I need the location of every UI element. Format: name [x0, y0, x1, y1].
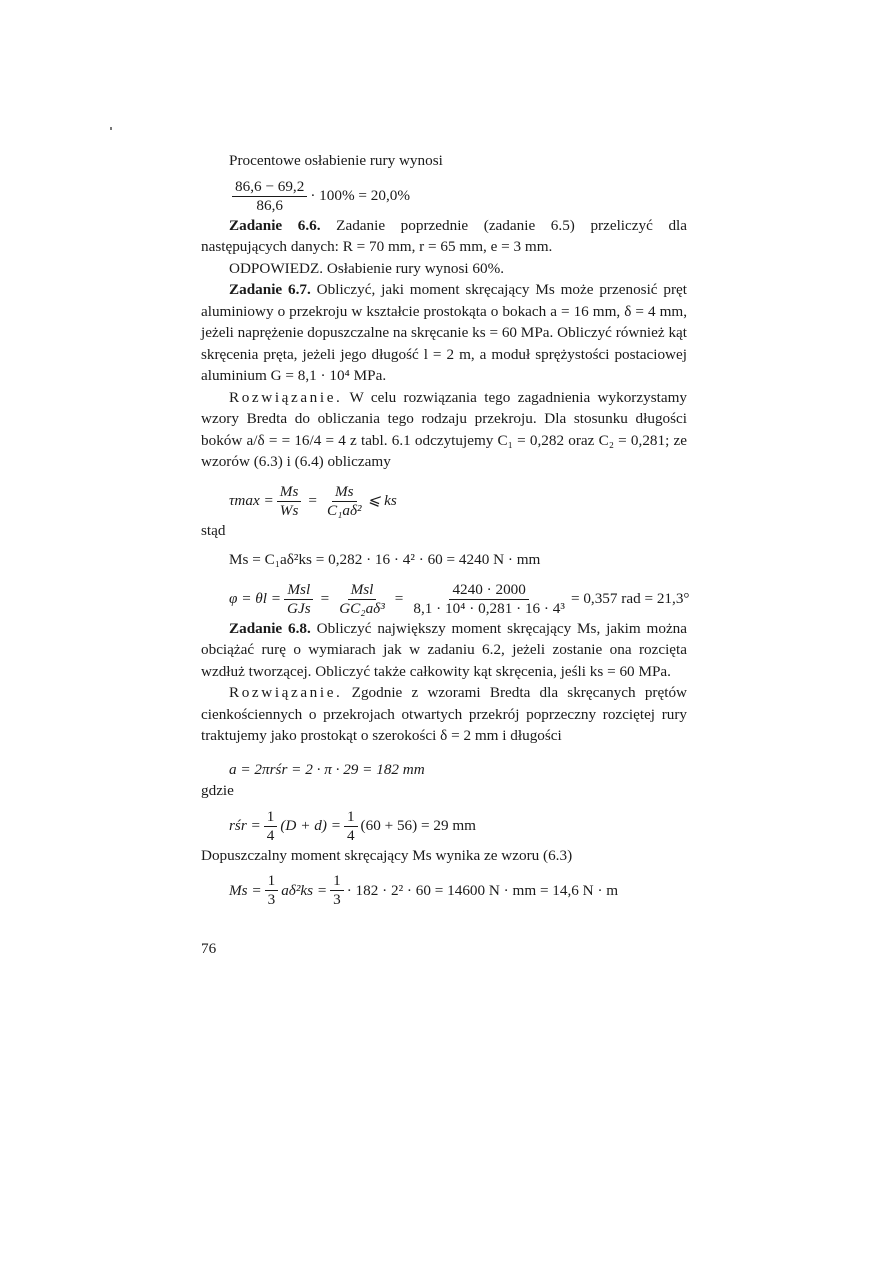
- numerator: 1: [265, 872, 279, 891]
- equation-radius: [229, 808, 687, 845]
- numerator: 1: [330, 872, 344, 891]
- task-6-8: [201, 618, 687, 683]
- numerator: Msl: [284, 581, 313, 600]
- equation-rest: ⩽ ks: [367, 492, 397, 510]
- equation-text: Ms = C₁aδ²ks = 0,282 · 16 · 4² · 60 = 4240 N · mm: [229, 551, 541, 568]
- task-6-7-solution: [201, 387, 687, 473]
- equation-mid: (D + d) =: [280, 817, 341, 835]
- fraction: [410, 581, 568, 618]
- equation-text: a = 2πrśr = 2 · π · 29 = 182 mm: [229, 760, 425, 778]
- equation-lhs: rśr =: [229, 817, 261, 835]
- equation-tau-max: τmax = $\frac{Ms}{Ws}$ = $\frac{Ms}{\text{C₁aδ²}}$ ⩽ ks: [229, 482, 397, 519]
- task-text: Obliczyć, jaki moment skręcający Ms może przenosić pręt aluminiowy o przekroju w kształcie prostokąta o bokach a = 16 mm, δ = 4 mm, jeżeli naprężenie dopuszczalne na skręcanie ks = 60 MPa. Obliczyć również kąt skręcenia pręta, jeżeli jego długość l = 2 m, a moduł sprężystości postaciowej aluminium G = 8,1 · 10⁴ MPa.: [201, 281, 688, 384]
- numerator: 1: [344, 808, 358, 827]
- solution-label: Rozwiązanie.: [229, 388, 343, 406]
- fraction: [284, 581, 314, 618]
- answer-text: Osłabienie rury wynosi 60%.: [326, 259, 505, 277]
- fraction: [330, 872, 344, 909]
- task-title: Zadanie 6.6.: [229, 216, 321, 234]
- scan-speck: [110, 127, 112, 130]
- equation-rest: · 182 · 2² · 60 = 14600 N · mm = 14,6 N · m: [346, 881, 619, 899]
- fraction: [336, 581, 388, 618]
- task-6-6-answer: [201, 258, 687, 280]
- numerator: Ms: [277, 483, 302, 502]
- fraction: [265, 872, 279, 909]
- task-title: Zadanie 6.8.: [229, 619, 311, 637]
- task-text: Zadanie poprzednie (zadanie 6.5) przeliczyć dla następujących danych: R = 70 mm, r = 65 mm, e = 3 mm.: [201, 216, 687, 255]
- denominator: GC₂aδ³: [339, 599, 385, 617]
- word-gdzie: gdzie: [201, 782, 234, 799]
- equation-rest: (60 + 56) = 29 mm: [360, 817, 476, 835]
- equation-lhs: τmax =: [229, 492, 274, 510]
- denominator: 86,6: [256, 196, 283, 214]
- denominator: 3: [267, 891, 276, 908]
- denominator: 4: [266, 826, 275, 844]
- equation-lhs: Ms =: [229, 881, 262, 899]
- solution-label: Rozwiązanie.: [229, 684, 343, 701]
- solution-text: Zgodnie z wzorami Bredta dla skręcanych prętów cienkościennych o przekrojach otwartych przekrój poprzeczny rozciętej rury traktujemy jako prostokąt o szerokości δ = 2 mm i długości: [201, 684, 688, 744]
- equation-angle: φ = θl = $\frac{\text{Msl}}{\text{GJs}}$ = $\frac{\text{Msl}}{\text{GC₂aδ³}}$ = $\frac{4240 \cdot 2000}{\text{8,1 · 10⁴ · 0,281 · 16 · 4³}}$ = 0,357 rad = 21,3°: [229, 580, 690, 617]
- denominator: 3: [333, 891, 341, 908]
- equation-weakening: [229, 178, 687, 215]
- numerator: 4240 · 2000: [449, 581, 528, 600]
- numerator: 1: [264, 808, 278, 827]
- equation-allowable-moment: [229, 872, 687, 909]
- fraction: [324, 483, 365, 520]
- equation-rest: · 100% = 20,0%: [310, 187, 411, 205]
- denominator: C₁aδ²: [326, 501, 362, 519]
- page-number: 76: [201, 940, 217, 957]
- equation-moment: [229, 549, 687, 571]
- numerator: Msl: [348, 581, 377, 600]
- equation-lhs: φ = θl =: [229, 590, 281, 608]
- fraction: [264, 808, 278, 845]
- task-6-8-solution: [201, 682, 687, 747]
- denominator: GJs: [286, 599, 311, 617]
- fraction: [232, 178, 307, 215]
- equation-rest: = 0,357 rad = 21,3°: [570, 590, 690, 608]
- denominator: 8,1 · 10⁴ · 0,281 · 16 · 4³: [413, 599, 565, 617]
- task-title: Zadanie 6.7.: [229, 281, 311, 298]
- task-6-6: [201, 215, 687, 258]
- numerator: Ms: [332, 483, 357, 502]
- answer-label: ODPOWIEDZ.: [229, 259, 324, 277]
- text-body: [201, 150, 690, 909]
- fraction: [277, 483, 302, 520]
- paragraph-allowable: Dopuszczalny moment skręcający Ms wynika ze wzoru (6.3): [201, 846, 573, 864]
- task-text: Obliczyć największy moment skręcający Ms, jakim można obciążać rurę o wymiarach jak w zadaniu 6.2, jeżeli zostanie ona rozcięta wzdłuż tworzącej. Obliczyć także całkowity kąt skręcenia, jeśli ks = 60 MPa.: [201, 619, 688, 680]
- numerator: 86,6 − 69,2: [232, 178, 307, 197]
- denominator: Ws: [279, 501, 299, 519]
- paragraph-percent: Procentowe osłabienie rury wynosi: [229, 152, 443, 169]
- denominator: 4: [346, 826, 355, 844]
- solution-text: W celu rozwiązania tego zagadnienia wykorzystamy wzory Bredta do obliczania tego rodzaju przekroju. Dla stosunku długości boków a/δ = = 16/4 = 4 z tabl. 6.1 odczytujemy C₁ = 0,282 oraz C₂ = 0,281; ze wzorów (6.3) i (6.4) obliczamy: [201, 388, 687, 470]
- task-6-7: [201, 279, 687, 387]
- equation-length: [229, 759, 687, 781]
- fraction: [344, 808, 358, 845]
- word-stad: stąd: [201, 521, 226, 539]
- equation-mid: aδ²ks =: [281, 881, 328, 899]
